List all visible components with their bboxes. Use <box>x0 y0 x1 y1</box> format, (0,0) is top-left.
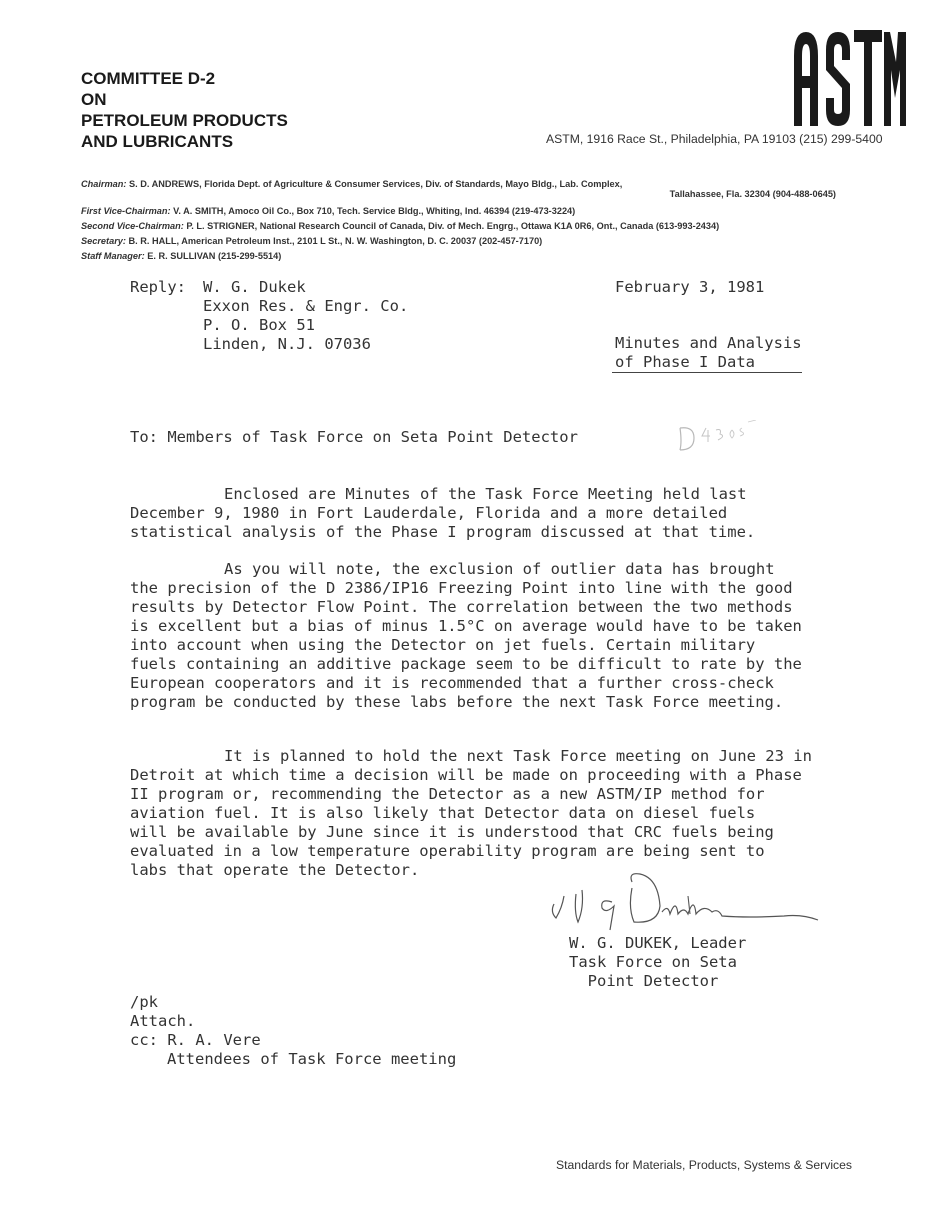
officer-staff-manager <box>81 251 281 261</box>
officer-detail: B. R. HALL, American Petroleum Inst., 2101 L St., N. W. Washington, D. C. 20037 (202-457-7170) <box>128 236 543 246</box>
reply-line: P. O. Box 51 <box>203 316 315 334</box>
letter-subject <box>615 334 802 372</box>
handwritten-signature <box>548 868 828 938</box>
logo-letter-s <box>826 32 850 126</box>
paragraph-line: program be conducted by these labs before the next Task Force meeting. <box>130 693 784 711</box>
paragraph-3 <box>130 747 830 880</box>
closing-block <box>130 993 456 1069</box>
signature-line: W. G. DUKEK, Leader <box>569 934 747 952</box>
paragraph-line: As you will note, the exclusion of outlier data has brought <box>224 560 775 578</box>
paragraph-1 <box>130 485 830 542</box>
paragraph-line: fuels containing an additive package seem to be difficult to rate by the <box>130 655 802 673</box>
typist-initials: /pk <box>130 993 158 1011</box>
paragraph-line: It is planned to hold the next Task Force meeting on June 23 in <box>224 747 812 765</box>
logo-letter-t <box>854 30 882 126</box>
officer-role: Chairman: <box>81 179 127 189</box>
committee-line: AND LUBRICANTS <box>81 132 234 151</box>
committee-line: ON <box>81 90 107 109</box>
committee-heading <box>81 68 288 152</box>
astm-logo <box>790 26 908 128</box>
officer-role: Secretary: <box>81 236 126 246</box>
paragraph-line: Enclosed are Minutes of the Task Force Meeting held last <box>224 485 747 503</box>
officer-chairman <box>81 179 622 189</box>
cc-line-2: Attendees of Task Force meeting <box>167 1050 457 1068</box>
reply-line: W. G. Dukek <box>203 278 306 296</box>
paragraph-line: into account when using the Detector on jet fuels. Certain military <box>130 636 756 654</box>
subject-underline <box>612 372 802 373</box>
subject-line: of Phase I Data <box>615 353 755 371</box>
signature-block <box>569 934 746 991</box>
signature-line: Point Detector <box>569 972 719 990</box>
paragraph-line: evaluated in a low temperature operability program are being sent to <box>130 842 765 860</box>
paragraph-line: II program or, recommending the Detector as a new ASTM/IP method for <box>130 785 765 803</box>
officer-role: Second Vice-Chairman: <box>81 221 184 231</box>
committee-line: COMMITTEE D-2 <box>81 69 216 88</box>
officer-detail: S. D. ANDREWS, Florida Dept. of Agriculture & Consumer Services, Div. of Standards, Mayo Bldg., Lab. Complex, <box>129 179 623 189</box>
paragraph-line: Detroit at which time a decision will be made on proceeding with a Phase <box>130 766 802 784</box>
officer-first-vice <box>81 206 575 216</box>
officer-detail: E. R. SULLIVAN (215-299-5514) <box>147 251 282 261</box>
officer-detail: V. A. SMITH, Amoco Oil Co., Box 710, Tech. Service Bldg., Whiting, Ind. 46394 (219-473-3224) <box>173 206 576 216</box>
paragraph-line: results by Detector Flow Point. The correlation between the two methods <box>130 598 793 616</box>
subject-line: Minutes and Analysis <box>615 334 802 352</box>
officer-role: First Vice-Chairman: <box>81 206 171 216</box>
paragraph-line: European cooperators and it is recommended that a further cross-check <box>130 674 774 692</box>
footer-tagline: Standards for Materials, Products, Systems & Services <box>556 1158 852 1172</box>
officer-role: Staff Manager: <box>81 251 145 261</box>
officer-chairman-cont: Tallahassee, Fla. 32304 (904-488-0645) <box>669 189 836 199</box>
reply-label: Reply: <box>130 278 186 296</box>
paragraph-line: statistical analysis of the Phase I program discussed at that time. <box>130 523 756 541</box>
logo-letter-m <box>884 32 906 126</box>
handwritten-stamp <box>676 420 766 454</box>
astm-address: ASTM, 1916 Race St., Philadelphia, PA 19103 (215) 299-5400 <box>546 132 883 146</box>
cc-line: cc: R. A. Vere <box>130 1031 261 1049</box>
reply-line: Linden, N.J. 07036 <box>203 335 371 353</box>
officer-detail: P. L. STRIGNER, National Research Council of Canada, Div. of Mech. Engrg., Ottawa K1A 0R6, Ont., Canada (613-993-2434) <box>186 221 720 231</box>
paragraph-2 <box>130 560 830 712</box>
reply-line: Exxon Res. & Engr. Co. <box>203 297 409 315</box>
reply-address <box>203 278 408 354</box>
paragraph-line: aviation fuel. It is also likely that Detector data on diesel fuels <box>130 804 756 822</box>
paragraph-line: December 9, 1980 in Fort Lauderdale, Florida and a more detailed <box>130 504 728 522</box>
paragraph-line: is excellent but a bias of minus 1.5°C on average would have to be taken <box>130 617 802 635</box>
logo-letter-a <box>794 32 818 126</box>
officer-second-vice <box>81 221 719 231</box>
paragraph-line: will be available by June since it is understood that CRC fuels being <box>130 823 774 841</box>
attachment-note: Attach. <box>130 1012 196 1030</box>
paragraph-line: labs that operate the Detector. <box>130 861 420 879</box>
paragraph-line: the precision of the D 2386/IP16 Freezing Point into line with the good <box>130 579 793 597</box>
committee-line: PETROLEUM PRODUCTS <box>81 111 288 130</box>
letter-date: February 3, 1981 <box>615 278 765 296</box>
signature-line: Task Force on Seta <box>569 953 737 971</box>
officer-secretary <box>81 236 542 246</box>
to-line: To: Members of Task Force on Seta Point Detector <box>130 428 578 446</box>
